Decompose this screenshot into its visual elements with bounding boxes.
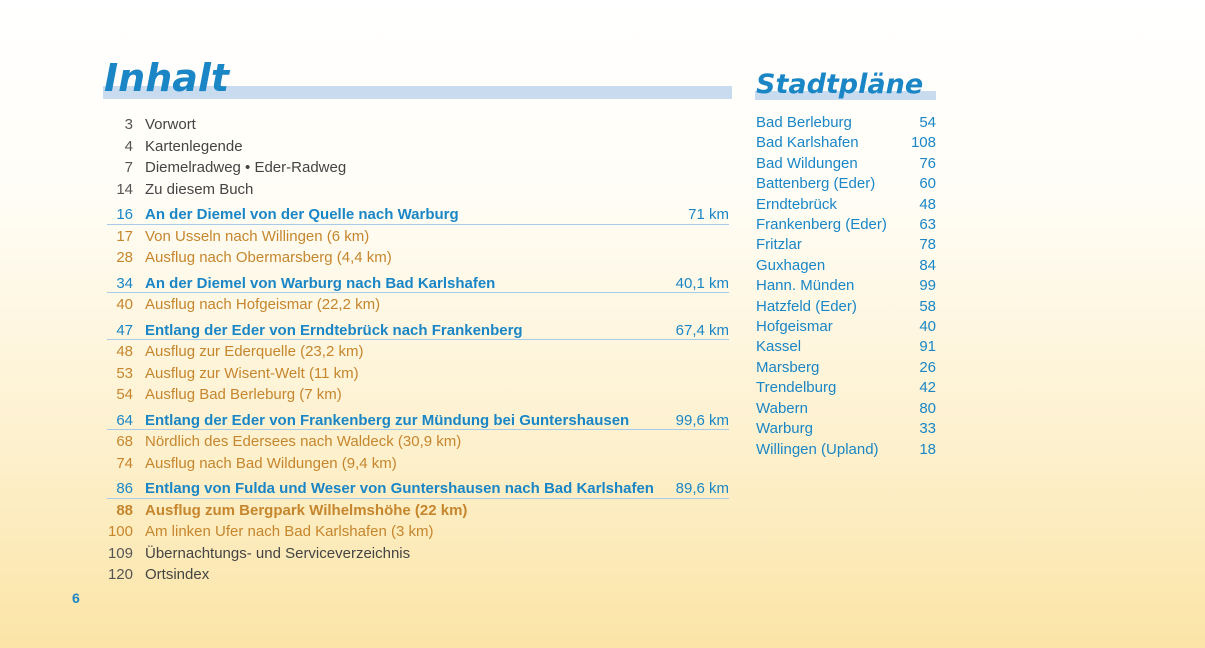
toc-entry-title: Ausflug zum Bergpark Wilhelmshöhe (22 km) — [145, 501, 468, 519]
city-name: Frankenberg (Eder) — [756, 216, 887, 234]
toc-entry-page: 64 — [116, 411, 133, 429]
city-page: 80 — [919, 399, 936, 417]
city-page: 26 — [919, 358, 936, 376]
toc-entry[interactable] — [103, 521, 729, 543]
toc-entry-title: An der Diemel von Warburg nach Bad Karlshafen — [145, 274, 496, 292]
toc-entry-page: 47 — [116, 321, 133, 339]
city-map-entry[interactable] — [756, 133, 936, 153]
city-name: Marsberg — [756, 358, 820, 376]
toc-entry[interactable] — [103, 157, 729, 179]
city-map-entry[interactable] — [756, 235, 936, 255]
city-map-entry[interactable] — [756, 358, 936, 378]
city-name: Bad Karlshafen — [756, 134, 859, 152]
city-name: Bad Wildungen — [756, 154, 858, 172]
city-name: Battenberg (Eder) — [756, 175, 876, 193]
toc-entry-title: Entlang der Eder von Erndtebrück nach Frankenberg — [145, 321, 523, 339]
city-page: 99 — [919, 277, 936, 295]
city-page: 40 — [919, 318, 936, 336]
city-name: Erndtebrück — [756, 195, 837, 213]
toc-entry-page: 74 — [116, 454, 133, 472]
toc-entry[interactable] — [103, 363, 729, 385]
city-map-entry[interactable] — [756, 154, 936, 174]
toc-entry-title: Diemelradweg • Eder-Radweg — [145, 159, 347, 176]
page-number: 6 — [72, 590, 80, 606]
toc-entry-page: 54 — [116, 386, 133, 403]
city-page: 42 — [919, 379, 936, 397]
toc-entry-title: Am linken Ufer nach Bad Karlshafen (3 km) — [145, 523, 434, 540]
city-name: Hatzfeld (Eder) — [756, 297, 857, 315]
toc-entry-title: An der Diemel von der Quelle nach Warburg — [145, 206, 459, 223]
toc-entry-title: Ausflug zur Ederquelle (23,2 km) — [145, 343, 364, 360]
city-name: Wabern — [756, 399, 808, 417]
toc-entry-page: 88 — [116, 501, 133, 519]
toc-entry-title: Ausflug nach Bad Wildungen (9,4 km) — [145, 454, 397, 472]
toc-entry-page: 34 — [116, 274, 133, 292]
toc-entry[interactable] — [103, 136, 729, 158]
city-page: 78 — [919, 236, 936, 254]
toc-entry-distance: 71 km — [688, 206, 729, 223]
city-map-entry[interactable] — [756, 256, 936, 276]
city-page: 58 — [919, 297, 936, 315]
toc-entry[interactable] — [103, 384, 729, 406]
toc-entry-page: 3 — [124, 116, 133, 133]
toc-entry[interactable] — [103, 204, 729, 226]
toc-entry-title: Ausflug nach Obermarsberg (4,4 km) — [145, 249, 392, 266]
city-page: 84 — [919, 256, 936, 274]
toc-entry[interactable] — [103, 226, 729, 248]
toc-entry[interactable] — [103, 114, 729, 136]
city-name: Fritzlar — [756, 236, 802, 254]
toc-entry-page: 100 — [107, 523, 133, 540]
toc-entry[interactable] — [103, 320, 729, 342]
toc-entry[interactable] — [103, 543, 729, 565]
toc-entry-page: 7 — [124, 159, 133, 176]
toc-entry-title: Kartenlegende — [145, 137, 243, 155]
city-page: 18 — [919, 440, 936, 458]
toc-entry-page: 4 — [124, 137, 133, 155]
toc-entry-title: Ausflug nach Hofgeismar (22,2 km) — [145, 296, 381, 313]
toc-entry-title: Vorwort — [145, 116, 196, 133]
toc-entry-page: 40 — [116, 296, 133, 313]
toc-entry-page: 53 — [116, 364, 133, 382]
city-map-entry[interactable] — [756, 317, 936, 337]
city-page: 91 — [919, 338, 936, 356]
toc-entry[interactable] — [103, 453, 729, 475]
toc-entry-distance: 67,4 km — [675, 321, 729, 339]
city-name: Willingen (Upland) — [756, 440, 879, 458]
city-map-entry[interactable] — [756, 337, 936, 357]
toc-entry-page: 120 — [107, 566, 133, 583]
city-map-entry[interactable] — [756, 276, 936, 296]
city-maps-title: Stadtpläne — [756, 69, 924, 100]
city-name: Trendelburg — [756, 379, 837, 397]
toc-entry-distance: 89,6 km — [675, 480, 729, 497]
toc-entry-page: 28 — [116, 249, 133, 266]
city-map-entry[interactable] — [756, 378, 936, 398]
toc-entry-distance: 99,6 km — [675, 411, 729, 429]
toc-entry-title: Von Usseln nach Willingen (6 km) — [145, 227, 370, 245]
city-map-entry[interactable] — [756, 440, 936, 460]
toc-entry[interactable] — [103, 564, 729, 586]
city-map-entry[interactable] — [756, 419, 936, 439]
toc-entry[interactable] — [103, 431, 729, 453]
toc-entry-distance: 40,1 km — [675, 274, 729, 292]
toc-entry-page: 109 — [107, 544, 133, 562]
city-page: 60 — [919, 175, 936, 193]
toc-entry-page: 14 — [116, 180, 133, 198]
toc-entry-title: Entlang der Eder von Frankenberg zur Mündung bei Guntershausen — [145, 411, 630, 429]
toc-entry-page: 17 — [116, 227, 133, 245]
toc-entry-title: Zu diesem Buch — [145, 180, 254, 198]
toc-entry[interactable] — [103, 341, 729, 363]
city-page: 48 — [919, 195, 936, 213]
toc-entry-title: Nördlich des Edersees nach Waldeck (30,9 km) — [145, 433, 462, 450]
city-name: Bad Berleburg — [756, 114, 852, 131]
toc-entry-page: 48 — [116, 343, 133, 360]
city-page: 108 — [910, 134, 936, 152]
city-map-entry[interactable] — [756, 297, 936, 317]
contents-list — [103, 114, 729, 586]
city-map-entry[interactable] — [756, 399, 936, 419]
toc-entry[interactable] — [103, 273, 729, 295]
city-map-entry[interactable] — [756, 215, 936, 235]
toc-entry[interactable] — [103, 500, 729, 522]
city-maps-list — [756, 113, 936, 460]
toc-entry-title: Übernachtungs- und Serviceverzeichnis — [145, 544, 411, 562]
toc-entry[interactable] — [103, 294, 729, 316]
toc-entry-page: 16 — [116, 206, 133, 223]
city-page: 33 — [919, 420, 936, 438]
toc-entry-page: 86 — [116, 480, 133, 497]
toc-entry[interactable] — [103, 179, 729, 201]
city-map-entry[interactable] — [756, 113, 936, 133]
city-map-entry[interactable] — [756, 174, 936, 194]
city-page: 63 — [919, 216, 936, 234]
city-name: Guxhagen — [756, 256, 826, 274]
toc-entry-title: Ortsindex — [145, 566, 210, 583]
city-name: Warburg — [756, 420, 813, 438]
toc-entry[interactable] — [103, 247, 729, 269]
toc-entry[interactable] — [103, 478, 729, 500]
contents-title: Inhalt — [104, 56, 230, 100]
toc-entry-page: 68 — [116, 433, 133, 450]
city-name: Hann. Münden — [756, 277, 855, 295]
city-page: 76 — [919, 154, 936, 172]
toc-entry-title: Ausflug Bad Berleburg (7 km) — [145, 386, 342, 403]
city-name: Kassel — [756, 338, 802, 356]
city-page: 54 — [919, 114, 936, 131]
toc-entry-title: Ausflug zur Wisent-Welt (11 km) — [145, 364, 359, 382]
toc-entry[interactable] — [103, 410, 729, 432]
city-map-entry[interactable] — [756, 195, 936, 215]
toc-entry-title: Entlang von Fulda und Weser von Guntershausen nach Bad Karlshafen — [145, 480, 654, 497]
city-name: Hofgeismar — [756, 318, 833, 336]
